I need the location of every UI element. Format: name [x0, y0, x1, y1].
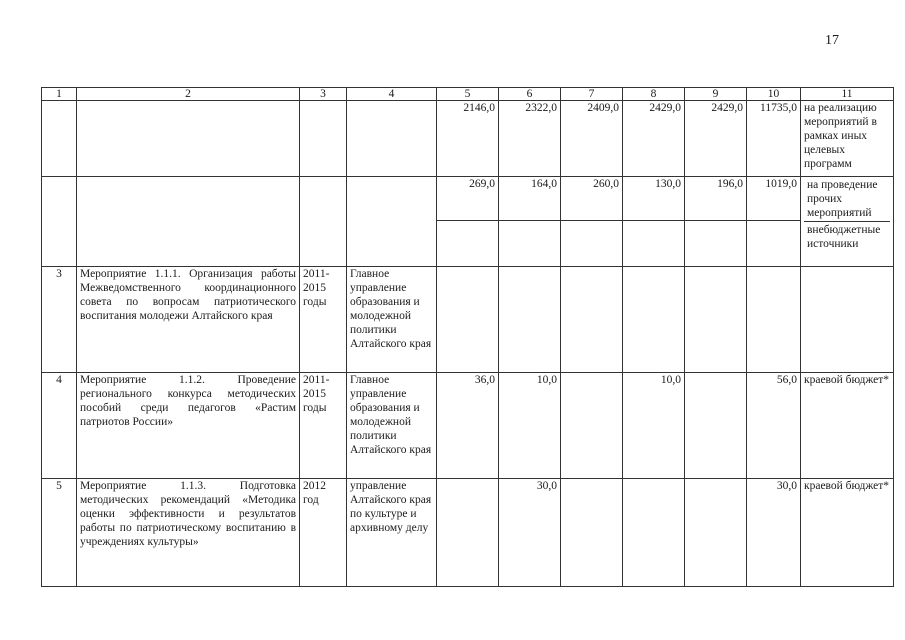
executor-cell: управление Алтайского края по культуре и архивному делу [347, 479, 437, 587]
activity-cell [77, 177, 300, 267]
value-cell [561, 221, 623, 267]
table-row [42, 479, 894, 587]
column-header-row [42, 88, 894, 101]
source-note-cell: на реализацию мероприятий в рамках иных целевых программ [801, 101, 894, 177]
value-cell: 269,0 [437, 177, 499, 221]
value-cell [685, 221, 747, 267]
activity-cell: Мероприятие 1.1.3. Подготовка методических рекомендаций «Методика оценки эффективности и результатов работы по патриотическому воспитанию в учреждениях культуры» [77, 479, 300, 587]
period-cell [300, 177, 347, 267]
value-cell [685, 267, 747, 373]
table-row [42, 373, 894, 479]
value-cell [685, 479, 747, 587]
period-cell: 2012 год [300, 479, 347, 587]
value-cell [561, 373, 623, 479]
column-header: 8 [623, 88, 685, 101]
value-cell: 36,0 [437, 373, 499, 479]
column-header: 2 [77, 88, 300, 101]
value-cell: 11735,0 [747, 101, 801, 177]
value-cell [437, 221, 499, 267]
executor-cell [347, 177, 437, 267]
value-cell: 2409,0 [561, 101, 623, 177]
value-cell: 56,0 [747, 373, 801, 479]
value-cell [437, 479, 499, 587]
row-number-cell: 4 [42, 373, 77, 479]
value-cell: 2429,0 [623, 101, 685, 177]
period-cell: 2011-2015 годы [300, 267, 347, 373]
executor-cell [347, 101, 437, 177]
activity-cell: Мероприятие 1.1.2. Проведение регионального конкурса методических пособий среди педагогов «Растим патриотов России» [77, 373, 300, 479]
value-cell: 2429,0 [685, 101, 747, 177]
row-number-cell: 5 [42, 479, 77, 587]
value-cell: 10,0 [499, 373, 561, 479]
value-cell: 30,0 [747, 479, 801, 587]
page-number: 17 [825, 33, 839, 48]
source-note-other: на проведение прочих мероприятий [804, 177, 890, 222]
value-cell: 2146,0 [437, 101, 499, 177]
column-header: 5 [437, 88, 499, 101]
column-header: 3 [300, 88, 347, 101]
value-cell [623, 267, 685, 373]
value-cell [623, 221, 685, 267]
source-note-cell [801, 177, 894, 267]
row-number-cell: 3 [42, 267, 77, 373]
value-cell: 2322,0 [499, 101, 561, 177]
value-cell [685, 373, 747, 479]
source-note-cell: краевой бюджет* [801, 479, 894, 587]
column-header: 11 [801, 88, 894, 101]
value-cell [561, 479, 623, 587]
value-cell: 1019,0 [747, 177, 801, 221]
value-cell: 164,0 [499, 177, 561, 221]
period-cell [300, 101, 347, 177]
value-cell [747, 221, 801, 267]
value-cell: 130,0 [623, 177, 685, 221]
activity-cell: Мероприятие 1.1.1. Организация работы Межведомственного координационного совета по вопросам патриотического воспитания молодежи Алтайского края [77, 267, 300, 373]
value-cell [499, 267, 561, 373]
source-note-cell [801, 267, 894, 373]
value-cell: 30,0 [499, 479, 561, 587]
column-header: 9 [685, 88, 747, 101]
value-cell: 260,0 [561, 177, 623, 221]
table-row [42, 177, 894, 221]
column-header: 4 [347, 88, 437, 101]
value-cell [499, 221, 561, 267]
activity-cell [77, 101, 300, 177]
period-cell: 2011-2015 годы [300, 373, 347, 479]
row-number-cell [42, 101, 77, 177]
source-note-cell: краевой бюджет* [801, 373, 894, 479]
value-cell [561, 267, 623, 373]
value-cell [623, 479, 685, 587]
column-header: 6 [499, 88, 561, 101]
column-header: 1 [42, 88, 77, 101]
table-row [42, 101, 894, 177]
value-cell: 10,0 [623, 373, 685, 479]
program-table [41, 87, 894, 587]
executor-cell: Главное управление образования и молодежной политики Алтайского края [347, 373, 437, 479]
column-header: 10 [747, 88, 801, 101]
table-row [42, 267, 894, 373]
value-cell [437, 267, 499, 373]
source-note-extrabudget: внебюджетные источники [807, 224, 881, 250]
value-cell: 196,0 [685, 177, 747, 221]
column-header: 7 [561, 88, 623, 101]
executor-cell: Главное управление образования и молодежной политики Алтайского края [347, 267, 437, 373]
value-cell [747, 267, 801, 373]
row-number-cell [42, 177, 77, 267]
